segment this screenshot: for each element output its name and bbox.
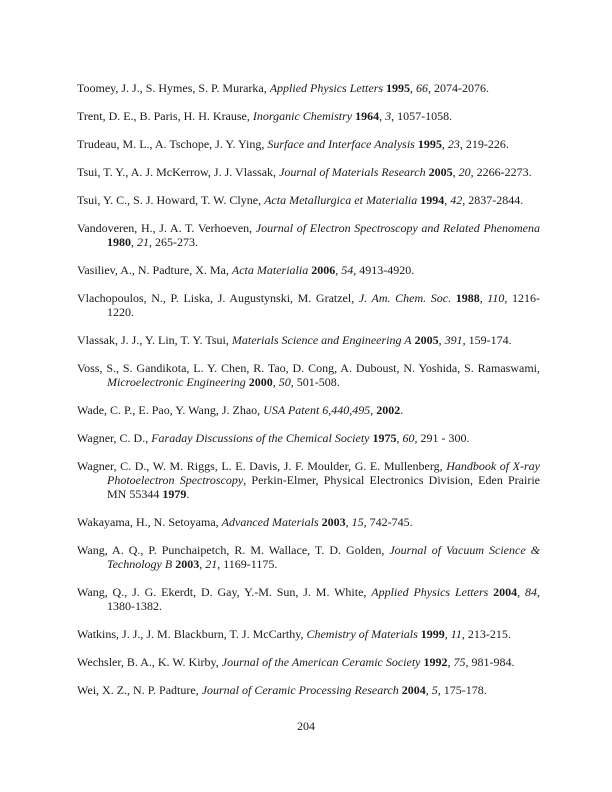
- reference-text-segment: , 219-226.: [459, 137, 509, 151]
- reference-text-segment: , 213-215.: [461, 627, 511, 641]
- reference-entry: [77, 655, 540, 669]
- reference-text-segment: 21: [205, 557, 218, 571]
- reference-text-segment: 21: [137, 235, 149, 249]
- reference-text-segment: ,: [131, 235, 137, 249]
- reference-text-segment: ,: [425, 683, 432, 697]
- reference-text-segment: Wakayama, H., N. Setoyama,: [77, 515, 222, 529]
- reference-text-segment: Acta Metallurgica et Materialia: [264, 193, 418, 207]
- reference-text-segment: , 501-508.: [290, 375, 340, 389]
- reference-text-segment: Wechsler, B. A., K. W. Kirby,: [77, 655, 222, 669]
- reference-entry: [77, 431, 540, 445]
- reference-text-segment: , 2837-2844.: [462, 193, 524, 207]
- reference-text-segment: ,: [517, 585, 526, 599]
- reference-entry: [77, 165, 540, 179]
- reference-text-segment: ,: [438, 333, 445, 347]
- reference-text-segment: ,: [410, 81, 417, 95]
- reference-text-segment: 2000: [248, 375, 273, 389]
- reference-text-segment: , 742-745.: [363, 515, 413, 529]
- reference-entry: [77, 361, 540, 389]
- reference-text-segment: 2003: [321, 515, 346, 529]
- reference-text-segment: 42: [450, 193, 463, 207]
- reference-text-segment: 2005: [414, 333, 439, 347]
- reference-text-segment: 23: [447, 137, 460, 151]
- reference-text-segment: Wagner, C. D., W. M. Riggs, L. E. Davis, J. F. Moulder, G. E. Mullenberg,: [77, 459, 447, 473]
- reference-text-segment: 60: [402, 431, 415, 445]
- references-list: [77, 81, 540, 711]
- reference-text-segment: Journal of Vacuum Science & Technology B: [107, 543, 540, 571]
- reference-text-segment: 391: [444, 333, 463, 347]
- reference-text-segment: , 981-984.: [465, 655, 515, 669]
- reference-text-segment: ,: [447, 655, 454, 669]
- reference-entry: [77, 137, 540, 151]
- reference-text-segment: 20: [458, 165, 471, 179]
- reference-text-segment: Vlachopoulos, N., P. Liska, J. Augustynski, M. Gratzel,: [77, 291, 359, 305]
- reference-text-segment: , Perkin-Elmer, Physical Electronics Division, Eden Prairie MN 55344: [107, 473, 540, 501]
- reference-text-segment: 110: [487, 291, 505, 305]
- reference-text-segment: 11: [450, 627, 462, 641]
- reference-text-segment: ,: [379, 109, 386, 123]
- reference-text-segment: 2003: [175, 557, 200, 571]
- reference-entry: [77, 585, 540, 613]
- reference-text-segment: 2004: [401, 683, 426, 697]
- reference-text-segment: 1980: [107, 235, 131, 249]
- reference-entry: [77, 333, 540, 347]
- reference-entry: [77, 263, 540, 277]
- reference-text-segment: Microelectronic Engineering: [107, 375, 246, 389]
- reference-text-segment: 50: [278, 375, 291, 389]
- reference-text-segment: 1975: [372, 431, 397, 445]
- reference-text-segment: Tsui, Y. C., S. J. Howard, T. W. Clyne,: [77, 193, 265, 207]
- reference-text-segment: ,: [370, 403, 377, 417]
- reference-text-segment: 1994: [420, 193, 445, 207]
- reference-entry: [77, 81, 540, 95]
- reference-text-segment: 75: [453, 655, 466, 669]
- page-number: 204: [297, 719, 315, 733]
- reference-text-segment: Vlassak, J. J., Y. Lin, T. Y. Tsui,: [77, 333, 232, 347]
- reference-text-segment: , 265-273.: [149, 235, 198, 249]
- reference-entry: [77, 515, 540, 529]
- reference-entry: [77, 459, 540, 501]
- reference-text-segment: , 159-174.: [462, 333, 512, 347]
- reference-entry: [77, 627, 540, 641]
- reference-text-segment: Acta Materialia: [231, 263, 309, 277]
- reference-text-segment: Wei, X. Z., N. P. Padture,: [77, 683, 202, 697]
- reference-text-segment: Handbook of X-ray Photoelectron Spectroscopy: [107, 459, 540, 487]
- reference-text-segment: 1964: [355, 109, 380, 123]
- reference-text-segment: 2002: [376, 403, 401, 417]
- reference-text-segment: Trudeau, M. L., A. Tschope, J. Y. Ying,: [77, 137, 268, 151]
- reference-entry: [77, 221, 540, 249]
- reference-text-segment: 1979: [162, 487, 187, 501]
- reference-text-segment: 1995: [386, 81, 411, 95]
- reference-text-segment: Surface and Interface Analysis: [267, 137, 415, 151]
- reference-text-segment: Journal of the American Ceramic Society: [221, 655, 421, 669]
- reference-text-segment: , 4913-4920.: [353, 263, 415, 277]
- reference-text-segment: 84: [525, 585, 538, 599]
- reference-text-segment: Wade, C. P., E. Pao, Y. Wang, J. Zhao,: [77, 403, 264, 417]
- reference-text-segment: ,: [272, 375, 279, 389]
- reference-text-segment: Toomey, J. J., S. Hymes, S. P. Murarka,: [77, 81, 270, 95]
- page-footer: [0, 719, 612, 733]
- reference-text-segment: ,: [335, 263, 342, 277]
- reference-text-segment: Wang, Q., J. G. Ekerdt, D. Gay, Y.-M. Sun, J. M. White,: [77, 585, 372, 599]
- reference-text-segment: ,: [444, 627, 451, 641]
- reference-text-segment: 2006: [311, 263, 336, 277]
- reference-text-segment: 3: [385, 109, 392, 123]
- reference-text-segment: 1988: [455, 291, 480, 305]
- reference-entry: [77, 291, 540, 319]
- reference-text-segment: 2005: [428, 165, 453, 179]
- reference-text-segment: ,: [452, 165, 459, 179]
- reference-text-segment: Advanced Materials: [221, 515, 319, 529]
- reference-text-segment: Trent, D. E., B. Paris, H. H. Krause,: [77, 109, 253, 123]
- reference-text-segment: ,: [444, 193, 451, 207]
- reference-text-segment: 5: [431, 683, 438, 697]
- reference-text-segment: Watkins, J. J., J. M. Blackburn, T. J. McCarthy,: [77, 627, 307, 641]
- reference-text-segment: 1995: [417, 137, 442, 151]
- reference-text-segment: .: [186, 487, 190, 501]
- reference-text-segment: , 291 - 300.: [414, 431, 470, 445]
- reference-text-segment: Faraday Discussions of the Chemical Society: [151, 431, 370, 445]
- reference-text-segment: ,: [345, 515, 352, 529]
- reference-text-segment: 2004: [493, 585, 518, 599]
- reference-text-segment: 66: [416, 81, 429, 95]
- reference-entry: [77, 543, 540, 571]
- reference-text-segment: Voss, S., S. Gandikota, L. Y. Chen, R. Tao, D. Cong, A. Duboust, N. Yoshida, S. Ramaswami,: [77, 361, 540, 375]
- reference-entry: [77, 403, 540, 417]
- reference-text-segment: Wang, A. Q., P. Punchaipetch, R. M. Wallace, T. D. Golden,: [77, 543, 390, 557]
- reference-text-segment: , 175-178.: [437, 683, 487, 697]
- reference-text-segment: , 1216-1220.: [107, 291, 541, 319]
- reference-text-segment: ,: [396, 431, 403, 445]
- reference-text-segment: ,: [199, 557, 206, 571]
- reference-text-segment: 1999: [420, 627, 445, 641]
- reference-text-segment: ,: [441, 137, 448, 151]
- reference-entry: [77, 193, 540, 207]
- reference-text-segment: Chemistry of Materials: [306, 627, 418, 641]
- reference-text-segment: , 1169-1175.: [217, 557, 278, 571]
- reference-text-segment: .: [400, 403, 404, 417]
- reference-text-segment: Inorganic Chemistry: [252, 109, 353, 123]
- reference-text-segment: Wagner, C. D.,: [77, 431, 152, 445]
- reference-text-segment: , 2266-2273.: [470, 165, 532, 179]
- reference-text-segment: Tsui, T. Y., A. J. McKerrow, J. J. Vlassak,: [77, 165, 280, 179]
- reference-text-segment: J. Am. Chem. Soc.: [358, 291, 452, 305]
- reference-text-segment: , 1057-1058.: [391, 109, 453, 123]
- reference-text-segment: USA Patent 6,440,495: [263, 403, 371, 417]
- reference-text-segment: , 2074-2076.: [428, 81, 490, 95]
- reference-text-segment: Applied Physics Letters: [269, 81, 384, 95]
- reference-text-segment: Vasiliev, A., N. Padture, X. Ma,: [77, 263, 232, 277]
- reference-text-segment: Materials Science and Engineering A: [231, 333, 412, 347]
- reference-text-segment: 1992: [423, 655, 448, 669]
- reference-text-segment: Journal of Electron Spectroscopy and Related Phenomena: [255, 221, 540, 235]
- reference-text-segment: Journal of Materials Research: [279, 165, 426, 179]
- reference-text-segment: 15: [351, 515, 364, 529]
- reference-text-segment: Journal of Ceramic Processing Research: [201, 683, 399, 697]
- reference-text-segment: Vandoveren, H., J. A. T. Verhoeven,: [77, 221, 256, 235]
- reference-text-segment: ,: [479, 291, 488, 305]
- reference-entry: [77, 683, 540, 697]
- reference-text-segment: 54: [341, 263, 354, 277]
- reference-entry: [77, 109, 540, 123]
- reference-text-segment: Applied Physics Letters: [371, 585, 489, 599]
- reference-text-segment: , 1380-1382.: [107, 585, 541, 613]
